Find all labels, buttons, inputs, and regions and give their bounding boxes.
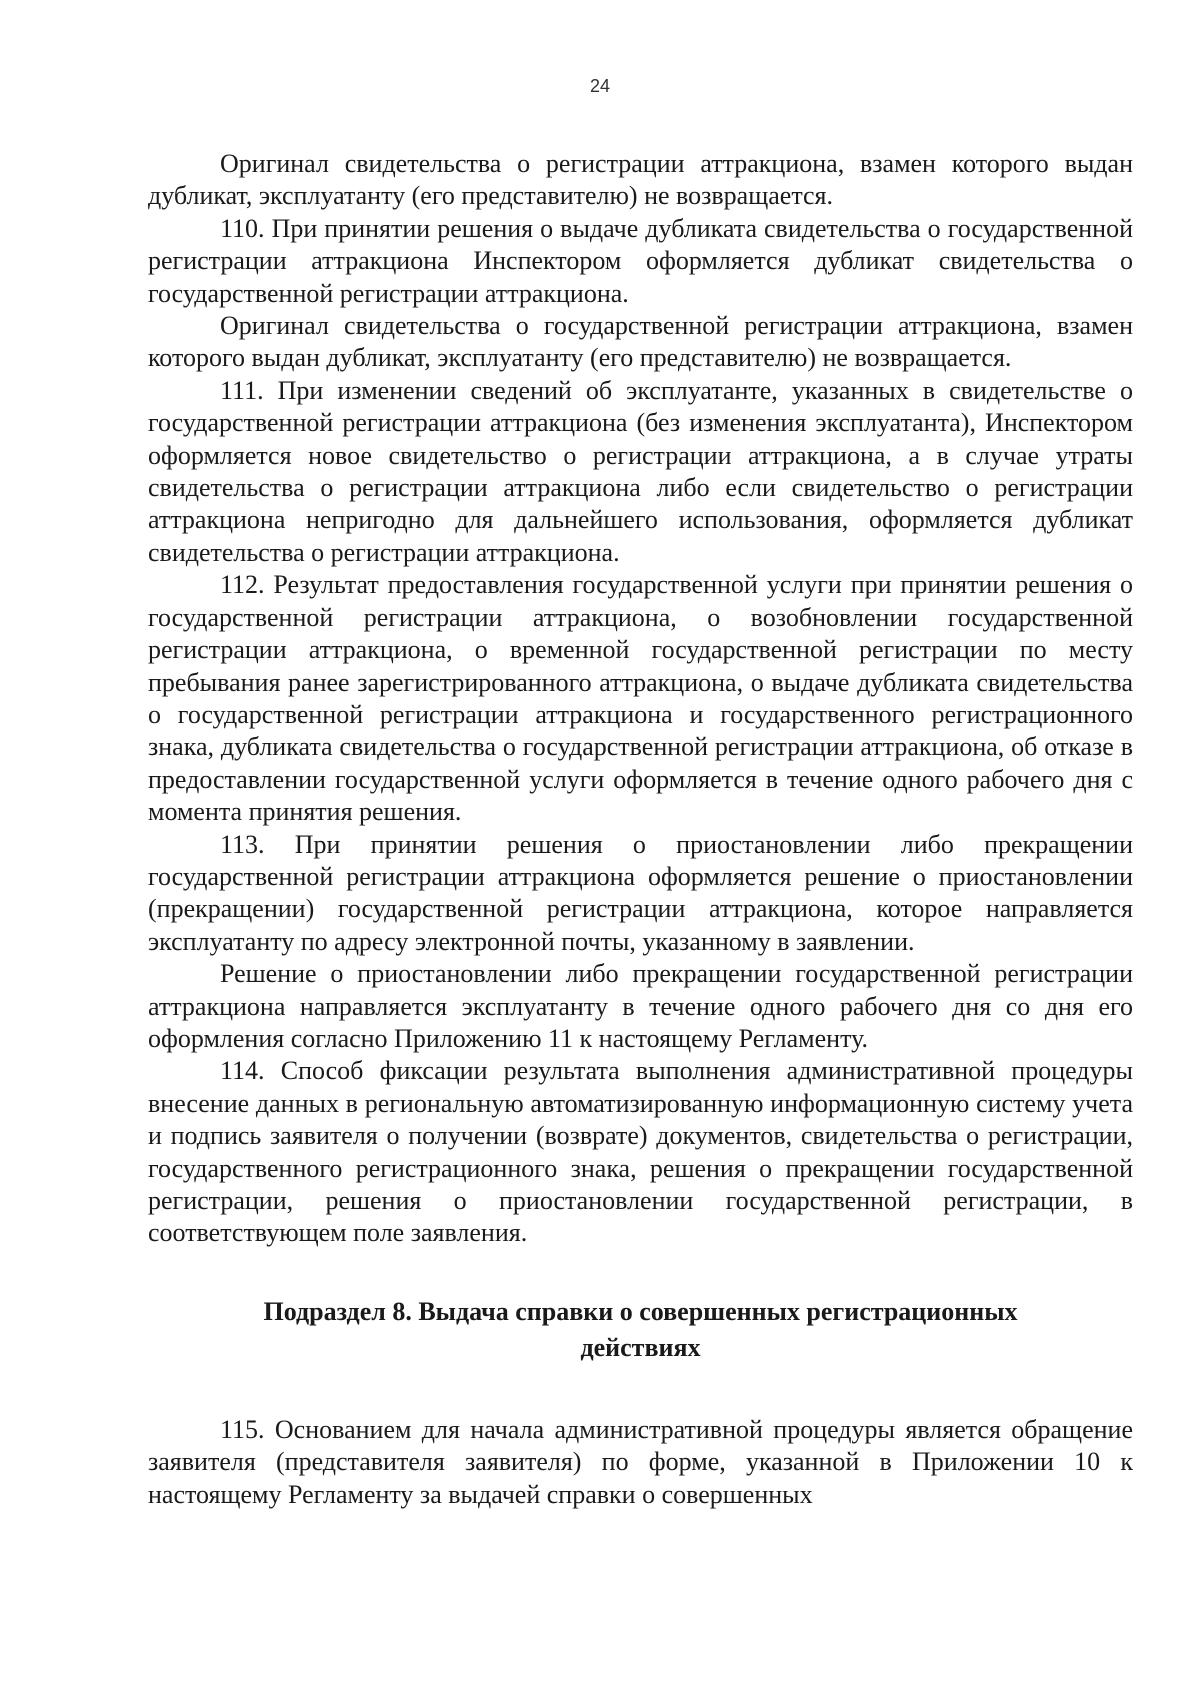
paragraph-113: 113. При принятии решения о приостановлении либо прекращении государственной регистрации аттракциона оформляется решение о приостановлении (прекращении) государственной регистрации аттракциона, которое направляется эксплуатанту по адресу электронной почты, указанному в заявлении.: [148, 829, 1133, 956]
page-number: 24: [589, 76, 611, 96]
paragraph-111: 111. При изменении сведений об эксплуатанте, указанных в свидетельстве о государственной регистрации аттракциона (без изменения эксплуатанта), Инспектором оформляется новое свидетельство о регистрации аттракциона, а в случае утраты свидетельства о регистрации аттракциона либо если свидетельство о регистрации аттракциона непригодно для дальнейшего использования, оформляется дубликат свидетельства о регистрации аттракциона.: [148, 375, 1133, 567]
paragraph-original-certificate: Оригинал свидетельства о регистрации аттракциона, взамен которого выдан дубликат, эксплуатанту (его представителю) не возвращается.: [148, 149, 1133, 211]
section-heading: Подраздел 8. Выдача справки о совершенных регистрационных действиях: [263, 1296, 1018, 1362]
paragraph-110: 110. При принятии решения о выдаче дубликата свидетельства о государственной регистрации аттракциона Инспектором оформляется дубликат свидетельства о государственной регистрации аттракциона.: [148, 213, 1133, 308]
paragraph-114: 114. Способ фиксации результата выполнения административной процедуры внесение данных в региональную автоматизированную информационную систему учета и подпись заявителя о получении (возврате) документов, свидетельства о регистрации, государственного регистрационного знака, решения о прекращении государственной регистрации, решения о приостановлении государственной регистрации, в соответствующем поле заявления.: [148, 1056, 1133, 1248]
document-body: [148, 148, 1133, 1511]
paragraph-original-state-certificate: Оригинал свидетельства о государственной регистрации аттракциона, взамен которого выдан дубликат, эксплуатанту (его представителю) не возвращается.: [148, 311, 1133, 373]
paragraph-decision: Решение о приостановлении либо прекращении государственной регистрации аттракциона направляется эксплуатанту в течение одного рабочего дня со дня его оформления согласно Приложению 11 к настоящему Регламенту.: [148, 959, 1133, 1053]
paragraph-112: 112. Результат предоставления государственной услуги при принятии решения о государственной регистрации аттракциона, о возобновлении государственной регистрации аттракциона, о временной государственной регистрации по месту пребывания ранее зарегистрированного аттракциона, о выдаче дубликата свидетельства о государственной регистрации аттракциона и государственного регистрационного знака, дубликата свидетельства о государственной регистрации аттракциона, об отказе в предоставлении государственной услуги оформляется в течение одного рабочего дня с момента принятия решения.: [148, 570, 1133, 827]
paragraph-115: 115. Основанием для начала административной процедуры является обращение заявителя (представителя заявителя) по форме, указанной в Приложении 10 к настоящему Регламенту за выдачей справки о совершенных: [148, 1414, 1133, 1509]
